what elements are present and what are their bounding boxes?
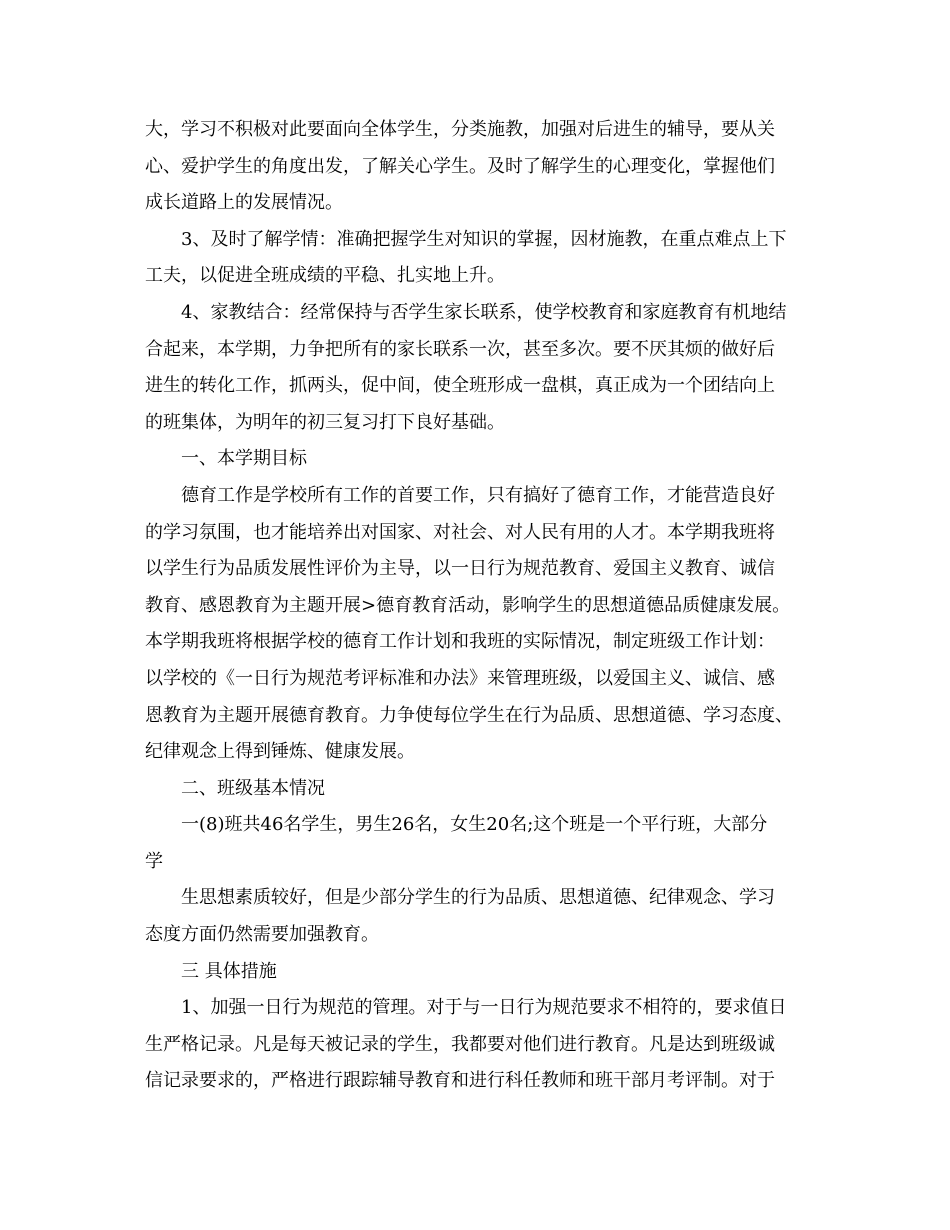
document-page [145,112,807,1100]
text-line: 的学习氛围，也才能培养出对国家、对社会、对人民有用的人才。本学期我班将 [145,521,775,543]
section-heading: 三 具体措施 [181,960,277,982]
text-line: 恩教育为主题开展德育教育。力争使每位学生在行为品质、思想道德、学习态度、 [145,704,793,726]
text-line: 1、加强一日行为规范的管理。对于与一日行为规范要求不相符的，要求值日 [181,997,787,1019]
text-line: 进生的转化工作，抓两头，促中间，使全班形成一盘棋，真正成为一个团结向上 [145,375,775,397]
text-line: 本学期我班将根据学校的德育工作计划和我班的实际情况，制定班级工作计划： [145,631,775,653]
text-line: 生严格记录。凡是每天被记录的学生，我都要对他们进行教育。凡是达到班级诚 [145,1033,775,1055]
text-line: 3、及时了解学情：准确把握学生对知识的掌握，因材施教，在重点难点上下 [181,228,787,250]
text-line: 生思想素质较好，但是少部分学生的行为品质、思想道德、纪律观念、学习 [181,887,775,909]
text-line: 成长道路上的发展情况。 [145,192,343,214]
text-line: 以学校的《一日行为规范考评标准和办法》来管理班级，以爱国主义、诚信、感 [145,667,775,689]
text-line: 态度方面仍然需要加强教育。 [145,924,379,946]
text-line: 教育、感恩教育为主题开展>德育教育活动，影响学生的思想道德品质健康发展。 [145,594,791,616]
text-line: 合起来，本学期，力争把所有的家长联系一次，甚至多次。要不厌其烦的做好后 [145,338,775,360]
text-line: 大，学习不积极对此要面向全体学生，分类施教，加强对后进生的辅导，要从关 [145,119,775,140]
text-line: 德育工作是学校所有工作的首要工作，只有搞好了德育工作，才能营造良好 [181,484,775,506]
text-line: 以学生行为品质发展性评价为主导，以一日行为规范教育、爱国主义教育、诚信 [145,558,775,580]
text-line: 信记录要求的，严格进行跟踪辅导教育和进行科任教师和班干部月考评制。对于 [145,1070,775,1092]
text-line: 4、家教结合：经常保持与否学生家长联系，使学校教育和家庭教育有机地结 [181,301,787,323]
text-line: 心、爱护学生的角度出发，了解关心学生。及时了解学生的心理变化，掌握他们 [145,155,775,177]
section-heading: 一、本学期目标 [181,448,307,470]
text-line: 的班集体，为明年的初三复习打下良好基础。 [145,411,505,433]
text-line: 学 [145,850,163,872]
section-heading: 二、班级基本情况 [181,777,325,799]
text-line: 纪律观念上得到锤炼、健康发展。 [145,741,415,763]
text-line: 一(8)班共46名学生，男生26名，女生20名;这个班是一个平行班，大部分 [181,814,768,836]
text-line: 工夫，以促进全班成绩的平稳、扎实地上升。 [145,265,505,287]
